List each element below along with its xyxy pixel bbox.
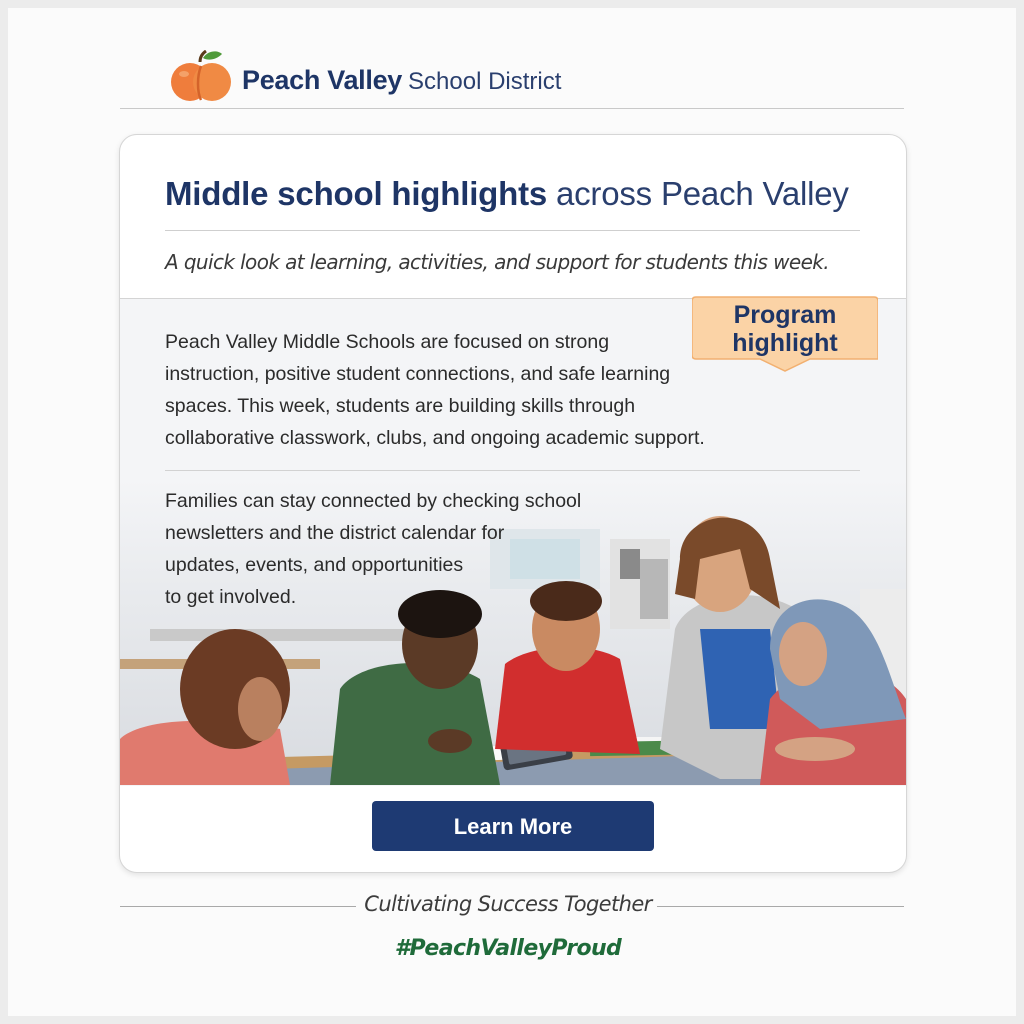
highlight-card [119, 134, 907, 873]
headline-bold: Middle school highlights [165, 175, 548, 212]
headline-regular: across Peach Valley [555, 175, 849, 212]
header-divider [120, 108, 904, 109]
peach-icon [170, 50, 234, 106]
badge-line: highlight [732, 329, 838, 357]
intro-paragraph [165, 326, 725, 454]
brand-name-regular: School District [408, 68, 562, 95]
families-line: Families can stay connected by checking school [165, 490, 582, 512]
intro-line: collaborative classwork, clubs, and ongoing academic support. [165, 427, 705, 449]
intro-line: spaces. This week, students are building skills through [165, 395, 636, 417]
card-subtitle: A quick look at learning, activities, and support for students this week. [165, 250, 830, 274]
brand-name[interactable] [242, 65, 561, 101]
tagline-divider-right [657, 906, 904, 907]
badge-line: Program [733, 301, 837, 329]
learn-more-button[interactable]: Learn More [372, 801, 654, 851]
paragraph-divider [165, 470, 860, 471]
tagline: Cultivating Success Together [364, 892, 652, 916]
brand-name-bold: Peach Valley [242, 65, 403, 95]
page [8, 8, 1016, 1016]
program-highlight-badge [692, 301, 878, 357]
intro-line: Peach Valley Middle Schools are focused on strong [165, 331, 610, 353]
families-line: newsletters and the district calendar for [165, 522, 505, 544]
families-line: updates, events, and opportunities [165, 554, 464, 576]
hashtag-link[interactable]: #PeachValleyProud [394, 936, 622, 961]
intro-line: instruction, positive student connections, and safe learning [165, 363, 671, 385]
families-paragraph [165, 485, 605, 613]
card-headline [165, 175, 885, 213]
families-line: to get involved. [165, 586, 297, 608]
headline-divider [165, 230, 860, 231]
